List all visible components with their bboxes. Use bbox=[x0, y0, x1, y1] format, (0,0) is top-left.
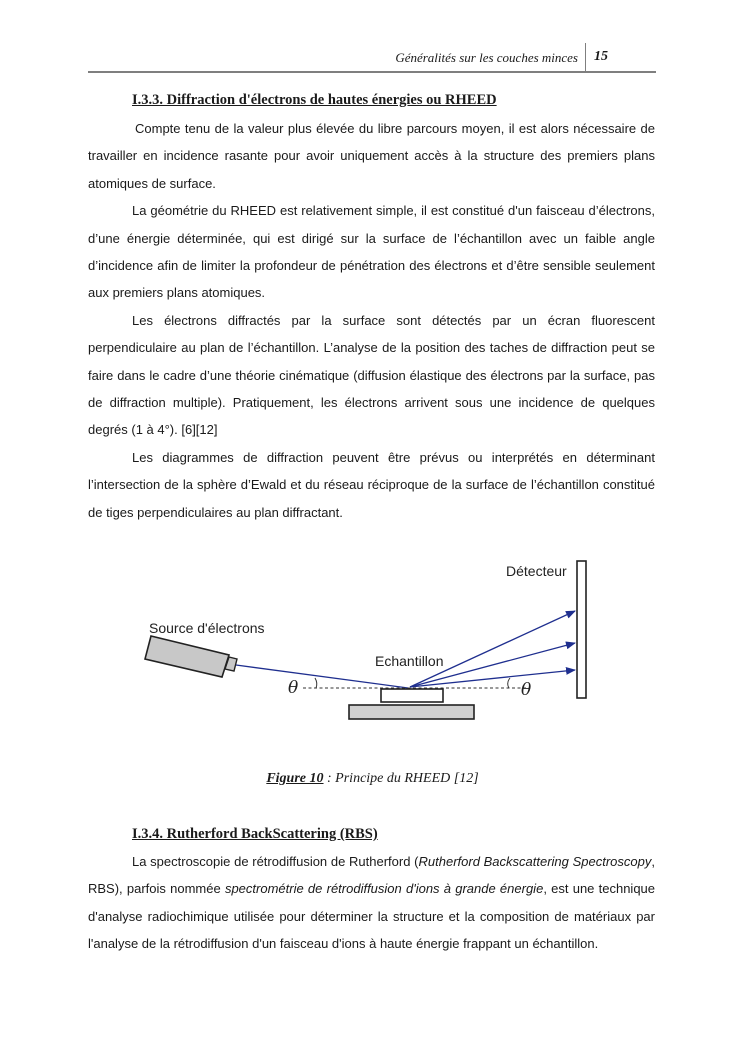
sample-stage bbox=[349, 705, 474, 719]
paragraph: La géométrie du RHEED est relativement simple, il est constitué d'un faisceau d’électrons, d’une énergie déterminée, qui est dirigé sur la surface de l’échantillon avec un faible angle d’incidence afin de limiter la profondeur de pénétration des électrons et d’être sensible seulement aux premiers plans atomiques. bbox=[88, 203, 655, 301]
text-run: La spectroscopie de rétrodiffusion de Rutherford ( bbox=[132, 854, 419, 869]
detector-label: Détecteur bbox=[506, 563, 567, 579]
sample bbox=[381, 689, 443, 702]
rheed-diagram bbox=[0, 548, 745, 728]
incident-angle-arc bbox=[315, 678, 317, 688]
header-separator bbox=[585, 43, 586, 71]
paragraph: Les électrons diffractés par la surface sont détectés par un écran fluorescent perpendiculaire au plan de l’échantillon. L’analyse de la position des taches de diffraction peut se faire dans le cadre d’une théorie cinématique (diffusion élastique des électrons par la surface, pas de diffraction multiple). Pratiquement, les électrons arrivent sous une incidence de quelques degrés (1 à 4°). [6][12] bbox=[88, 312, 655, 438]
paragraph bbox=[88, 848, 655, 958]
electron-source bbox=[145, 636, 237, 677]
text-run: , est une technique d'analyse radiochimique utilisée pour déterminer la structure et la composition de matériaux par l'analyse de la rétrodiffusion d'un faisceau d'ions à haute énergie frappant un échantillon. bbox=[88, 881, 656, 952]
header-title: Généralités sur les couches minces bbox=[395, 50, 578, 65]
source-label: Source d'électrons bbox=[149, 620, 265, 636]
paragraph: Compte tenu de la valeur plus élevée du libre parcours moyen, il est alors nécessaire de travailler en incidence rasante pour avoir uniquement accès à la structure des premiers plans atomiques de surface. bbox=[88, 121, 655, 191]
detector-screen bbox=[577, 561, 586, 698]
figure-number: Figure 10 bbox=[266, 771, 324, 786]
section-heading-rbs: I.3.4. Rutherford BackScattering (RBS) bbox=[132, 826, 378, 842]
figure-caption-text: : Principe du RHEED [12] bbox=[323, 771, 479, 786]
exit-angle-arc bbox=[508, 678, 510, 688]
section-heading-rheed: I.3.3. Diffraction d'électrons de hautes énergies ou RHEED bbox=[132, 92, 497, 108]
page-header bbox=[88, 43, 656, 73]
italic-term: Rutherford Backscattering Spectroscopy bbox=[418, 854, 652, 869]
diffracted-beam bbox=[410, 670, 575, 687]
italic-term: spectrométrie de rétrodiffusion d'ions à grande énergie bbox=[224, 881, 544, 897]
paragraph: Les diagrammes de diffraction peuvent être prévus ou interprétés en déterminant l’intersection de la sphère d’Ewald et du réseau réciproque de la surface de l’échantillon constitué de tiges perpendiculaires au plan diffractant. bbox=[88, 449, 655, 520]
exit-angle-symbol: θ bbox=[521, 680, 532, 700]
text-run: , RBS), parfois nommée bbox=[88, 854, 655, 897]
section-body-rbs bbox=[88, 848, 655, 958]
figure-caption bbox=[0, 771, 745, 787]
page-number: 15 bbox=[594, 49, 608, 64]
sample-label: Echantillon bbox=[375, 653, 444, 669]
incident-angle-symbol: θ bbox=[288, 678, 299, 698]
section-body-rheed bbox=[88, 115, 655, 526]
